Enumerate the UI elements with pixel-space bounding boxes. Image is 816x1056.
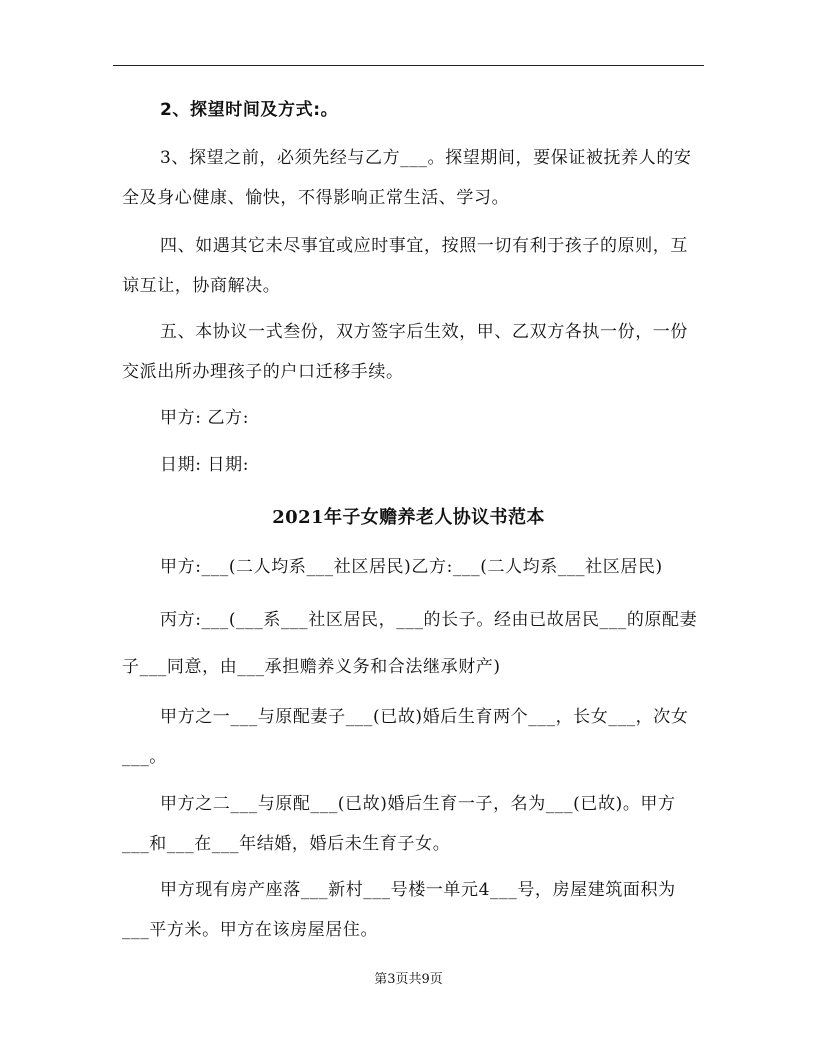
paragraph-party-a-two: 甲方之二___与原配___(已故)婚后生育一子，名为___(已故)。甲方___和___在___年结婚，婚后未生育子女。 xyxy=(122,794,676,854)
paragraph-party-a-b: 甲方:___(二人均系___社区居民)乙方:___(二人均系___社区居民) xyxy=(160,557,663,577)
signature-dates: 日期: 日期: xyxy=(160,455,250,475)
paragraph-property: 甲方现有房产座落___新村___号楼一单元4___号，房屋建筑面积为___平方米。甲方在该房屋居住。 xyxy=(122,880,676,940)
signature-parties: 甲方: 乙方: xyxy=(160,408,250,428)
document-title: 2021年子女赡养老人协议书范本 xyxy=(272,507,545,528)
header-rule xyxy=(113,65,704,66)
paragraph-other-matters: 四、如遇其它未尽事宜或应时事宜，按照一切有利于孩子的原则，互谅互让，协商解决。 xyxy=(122,236,688,296)
page-number: 第3页共9页 xyxy=(374,972,443,987)
paragraph-copies: 五、本协议一式叁份，双方签字后生效，甲、乙双方各执一份，一份交派出所办理孩子的户口迁移手续。 xyxy=(122,322,688,382)
paragraph-party-c: 丙方:___(___系___社区居民，___的长子。经由已故居民___的原配妻子___同意，由___承担赡养义务和合法继承财产) xyxy=(122,610,698,677)
paragraph-party-a-one: 甲方之一___与原配妻子___(已故)婚后生育两个___，长女___，次女___。 xyxy=(122,707,689,767)
paragraph-visit-time: 2、探望时间及方式:。 xyxy=(160,100,339,120)
paragraph-visit-notice: 3、探望之前，必须先经与乙方___。探望期间，要保证被抚养人的安全及身心健康、愉快，不得影响正常生活、学习。 xyxy=(122,148,692,208)
